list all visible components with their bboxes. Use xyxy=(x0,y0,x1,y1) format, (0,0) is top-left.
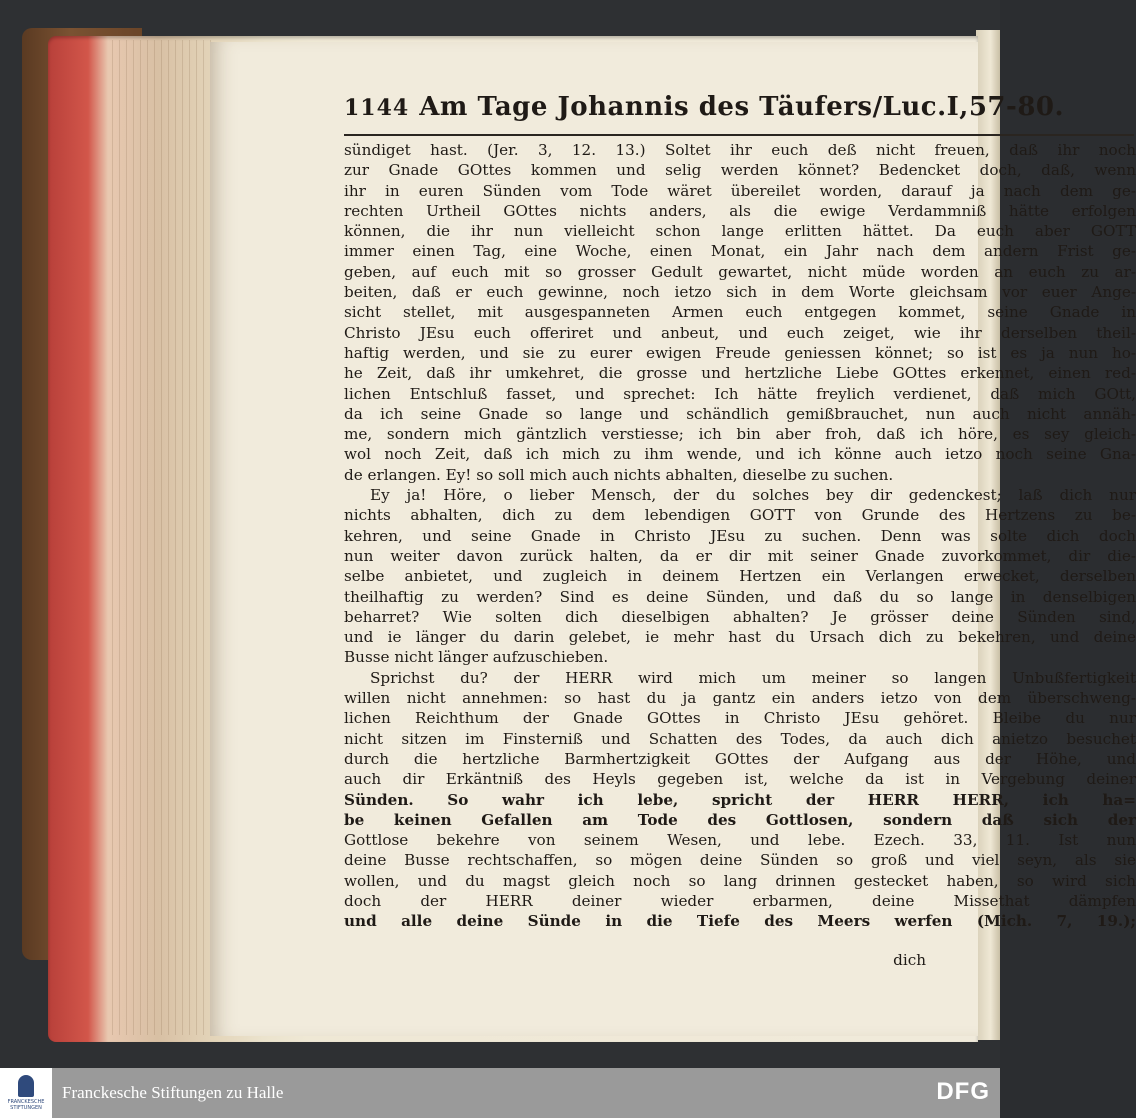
text-line: sündiget hast. (Jer. 3, 12. 13.) Soltet ihr euch deß nicht freuen, daß ihr noch xyxy=(344,141,1136,159)
footer-bar xyxy=(0,1068,1000,1118)
text-line: me, sondern mich gäntzlich verstiesse; ich bin aber froh, daß ich höre, es sey gleich- xyxy=(344,425,1136,444)
text-line: und ie länger du darin gelebet, ie mehr hast du Ursach dich zu bekehren, und deine xyxy=(344,628,1136,647)
text-line: durch die hertzliche Barmhertzigkeit GOttes der Aufgang aus der Höhe, und xyxy=(344,749,1136,768)
text-line: beiten, daß er euch gewinne, noch ietzo sich in dem Worte gleichsam vor euer Ange- xyxy=(344,283,1136,302)
page-stack-lines xyxy=(112,40,212,1035)
text-line: da ich seine Gnade so lange und schändlich gemißbrauchet, nun auch nicht annäh- xyxy=(344,404,1136,423)
page-number: 1144 xyxy=(344,95,410,121)
page-header xyxy=(344,92,1134,136)
institution-name[interactable]: Franckesche Stiftungen zu Halle xyxy=(62,1083,284,1102)
text-line: können, die ihr nun vielleicht schon lange erlitten hättet. Da euch aber GOTT xyxy=(344,222,1136,241)
running-head: Am Tage Johannis des Täufers/Luc.I,57-80. xyxy=(419,92,1065,122)
text-line: wollen, und du magst gleich noch so lang drinnen gestecket haben, so wird sich xyxy=(344,871,1136,890)
text-line: deine Busse rechtschaffen, so mögen deine Sünden so groß und viel seyn, als sie xyxy=(344,851,1136,870)
text-line: geben, auf euch mit so grosser Gedult gewartet, nicht müde worden an euch zu ar- xyxy=(344,262,1136,281)
text-line: doch der HERR deiner wieder erbarmen, deine Missethat dämpfen xyxy=(344,891,1136,910)
text-line: rechten Urtheil GOttes nichts anders, als die ewige Verdammniß hätte erfolgen xyxy=(344,201,1136,220)
body-text xyxy=(344,140,1136,932)
institution-logo[interactable] xyxy=(0,1068,52,1118)
text-line: willen nicht annehmen: so hast du ja gantz ein anders ietzo von dem überschweng- xyxy=(344,689,1136,708)
text-line: sicht stellet, mit ausgespanneten Armen euch entgegen kommet, seine Gnade in xyxy=(344,303,1136,322)
text-line: be keinen Gefallen am Tode des Gottlosen, sondern daß sich der xyxy=(344,810,1136,829)
text-line: nicht sitzen im Finsterniß und Schatten des Todes, da auch dich anietzo besuchet xyxy=(344,729,1136,748)
text-line: beharret? Wie solten dich dieselbigen abhalten? Je grösser deine Sünden sind, xyxy=(344,607,1136,626)
text-line: nun weiter davon zurück halten, da er dir mit seiner Gnade zuvorkommet, dir die- xyxy=(344,546,1136,565)
text-line: selbe anbietet, und zugleich in deinem Hertzen ein Verlangen erwecket, derselben xyxy=(344,567,1136,586)
dfg-logo[interactable]: DFG xyxy=(936,1078,990,1105)
text-line: he Zeit, daß ihr umkehret, die grosse und hertzliche Liebe GOttes erkennet, einen red- xyxy=(344,364,1136,383)
catchword: dich xyxy=(893,951,926,969)
text-line: haftig werden, und sie zu eurer ewigen Freude geniessen könnet; so ist es ja nun ho- xyxy=(344,343,1136,362)
text-line: nichts abhalten, dich zu dem lebendigen GOTT von Grunde des Hertzens zu be- xyxy=(344,506,1136,525)
text-line: Gottlose bekehre von seinem Wesen, und lebe. Ezech. 33, 11. Ist nun xyxy=(344,831,1136,850)
text-line: Sünden. So wahr ich lebe, spricht der HERR HERR, ich ha= xyxy=(344,790,1136,809)
text-line: zur Gnade GOttes kommen und selig werden könnet? Bedencket doch, daß, wenn xyxy=(344,161,1136,180)
logo-text: FRANCKESCHE STIFTUNGEN xyxy=(7,1099,45,1111)
text-line: de erlangen. Ey! so soll mich auch nichts abhalten, dieselbe zu suchen. xyxy=(344,465,894,484)
logo-emblem-icon xyxy=(18,1075,34,1097)
text-line: Ey ja! Höre, o lieber Mensch, der du solches bey dir gedenckest; laß dich nur xyxy=(370,486,1136,505)
text-line: theilhaftig zu werden? Sind es deine Sünden, und daß du so lange in denselbigen xyxy=(344,587,1136,606)
text-line: immer einen Tag, eine Woche, einen Monat, ein Jahr nach dem andern Frist ge- xyxy=(344,242,1136,261)
text-line: wol noch Zeit, daß ich mich zu ihm wende, und ich könne auch ietzo noch seine Gna- xyxy=(344,445,1136,464)
book-page xyxy=(210,42,1136,1036)
text-line: lichen Reichthum der Gnade GOttes in Christo JEsu gehöret. Bleibe du nur xyxy=(344,709,1136,728)
text-line: kehren, und seine Gnade in Christo JEsu zu suchen. Denn was solte dich doch xyxy=(344,526,1136,545)
text-line: lichen Entschluß fasset, und sprechet: Ich hätte freylich verdienet, daß mich GOtt, xyxy=(344,384,1136,403)
text-line: Christo JEsu euch offeriret und anbeut, und euch zeiget, wie ihr derselben theil- xyxy=(344,323,1136,342)
text-line: ihr in euren Sünden vom Tode wäret übereilet worden, darauf ja nach dem ge- xyxy=(344,181,1136,200)
text-line: auch dir Erkäntniß des Heyls gegeben ist, welche da ist in Vergebung deiner xyxy=(344,770,1136,789)
text-line: Busse nicht länger aufzuschieben. xyxy=(344,648,609,667)
text-line: und alle deine Sünde in die Tiefe des Meers werfen (Mich. 7, 19.); xyxy=(344,912,1136,931)
text-line: Sprichst du? der HERR wird mich um meiner so langen Unbußfertigkeit xyxy=(370,668,1136,687)
